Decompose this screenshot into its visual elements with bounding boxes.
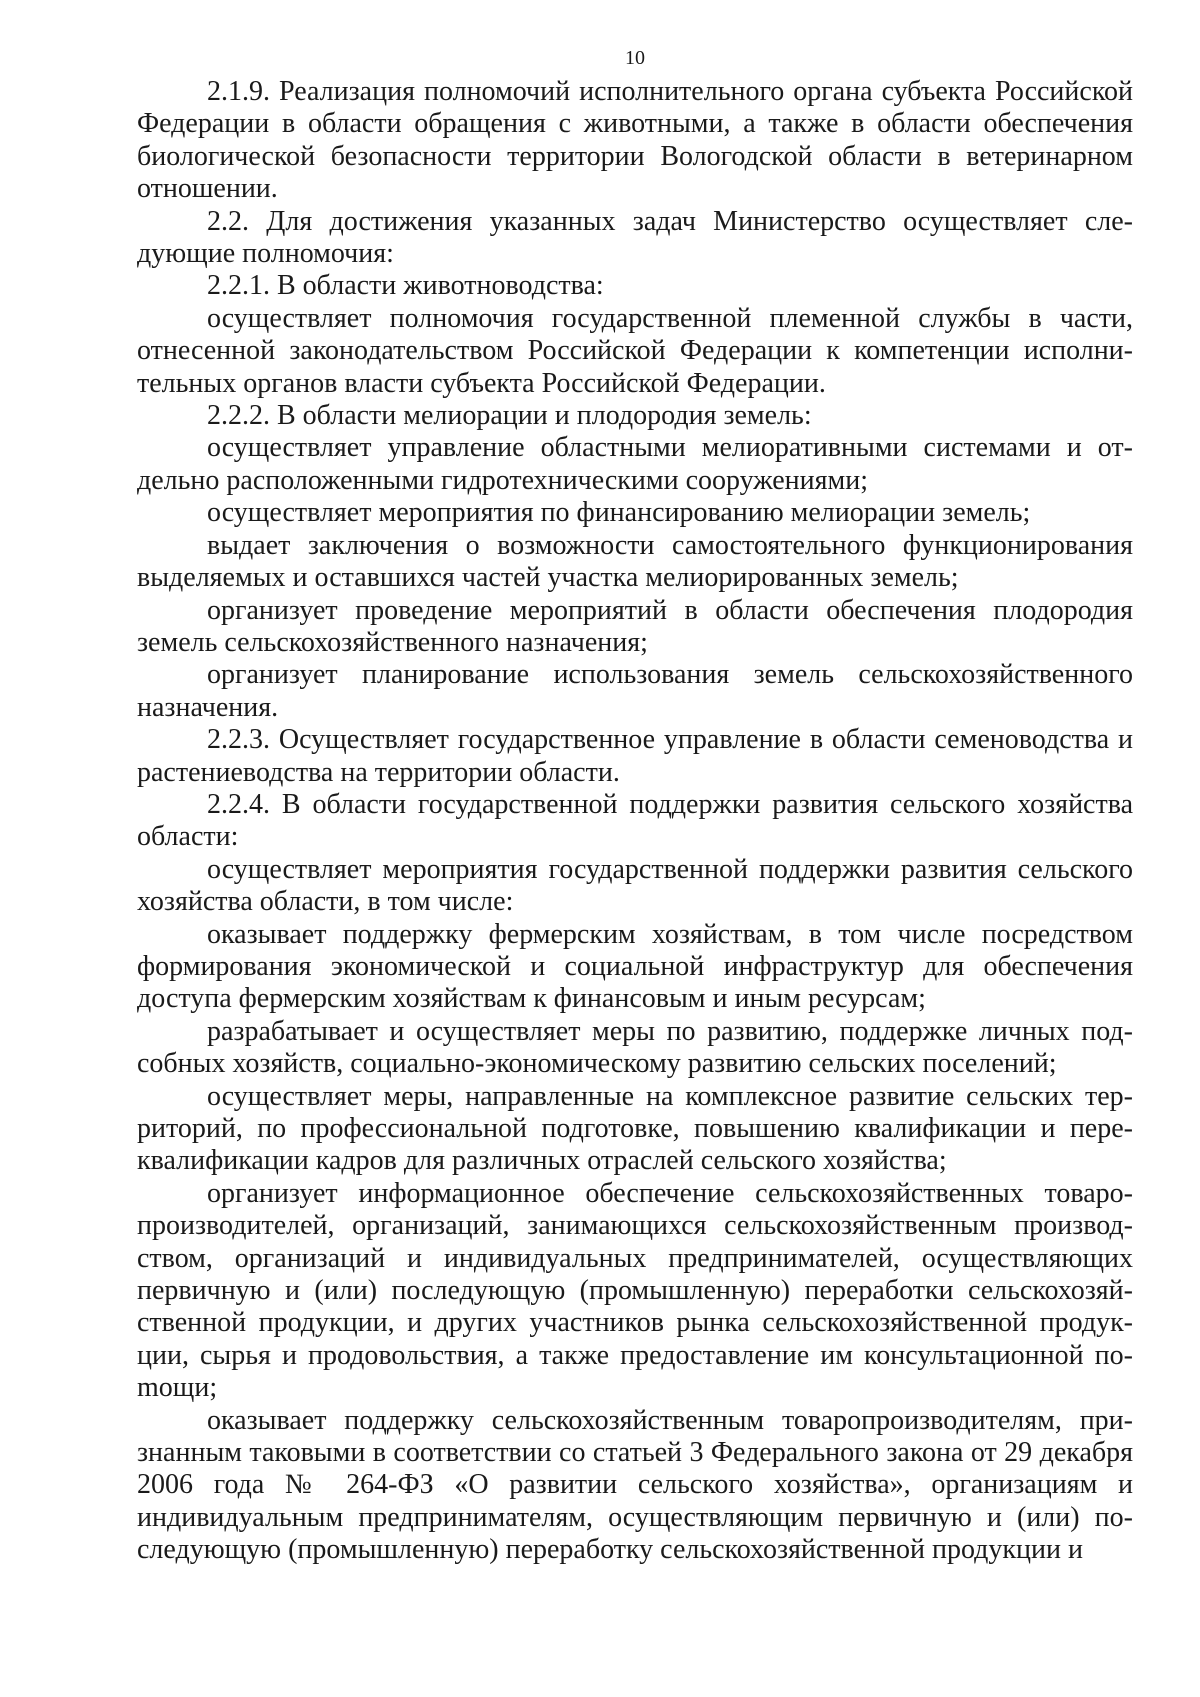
- paragraph-melioration-financing: осуществляет мероприятия по финансированию мелиорации земель;: [207, 497, 1031, 529]
- paragraph-breeding-service: осуществляет полномочия государственной племенной службы в части, отнесенной законодательством Российской Федерации к компетенции исполнительных органов власти субъекта Российской Федерации.: [137, 302, 1133, 399]
- paragraph-information-support: организует информационное обеспечение сельскохозяйственных товаропроизводителей, организаций, занимающихся сельскохозяйственным производством, организаций и индивидуальных предпринимателей, осуществляющих первичную и (или) последующую (промышленную) переработки сельскохозяйственной продукции, и других участников рынка сельскохозяйственной продукции, сырья и продовольствия, а также предоставление им консультационной поmощи;: [137, 1177, 1133, 1404]
- paragraph-2-2-1: 2.2.1. В области животноводства:: [207, 270, 604, 302]
- paragraph-conclusions: выдает заключения о возможности самостоятельного функционирования выделяемых и оставшихся частей участка мелиорированных земель;: [137, 529, 1133, 594]
- paragraph-farm-support: оказывает поддержку фермерским хозяйствам, в том числе посредством формирования экономической и социальной инфраструктур для обеспечения доступа фермерским хозяйствам к финансовым и иным ресурсам;: [137, 918, 1133, 1015]
- paragraph-rural-development: осуществляет меры, направленные на комплексное развитие сельских территорий, по профессиональной подготовке, повышению квалификации и переквалификации кадров для различных отраслей сельского хозяйства;: [137, 1080, 1133, 1177]
- paragraph-melioration-management: осуществляет управление областными мелиоративными системами и отдельно расположенными гидротехническими сооружениями;: [137, 432, 1133, 496]
- paragraph-soil-fertility: организует проведение мероприятий в области обеспечения плодородия земель сельскохозяйственного назначения;: [137, 594, 1133, 658]
- paragraph-2-2-4: 2.2.4. В области государственной поддержки развития сельского хозяйства области:: [137, 788, 1133, 853]
- document-body: [137, 76, 1133, 1567]
- paragraph-land-planning: организует планирование использования земель сельскохозяйственного назначения.: [137, 659, 1133, 723]
- paragraph-producer-support: оказывает поддержку сельскохозяйственным товаропроизводителям, признанным таковыми в соответствии со статьей 3 Федерального закона от 29 декабря 2006 года № 264-ФЗ «О развитии сельского хозяйства», организациям и индивидуальным предпринимателям, осуществляющим первичную и (или) последующую (промышленную) переработку сельскохозяйственной продукции и: [137, 1404, 1133, 1566]
- paragraph-2-1-9: 2.1.9. Реализация полномочий исполнительного органа субъекта Российской Федерации в области обращения с животными, а также в области обеспечения биологической безопасности территории Вологодской области в ветеринарном отношении.: [137, 76, 1133, 205]
- paragraph-state-support: осуществляет мероприятия государственной поддержки развития сельского хозяйства области, в том числе:: [137, 853, 1133, 918]
- page-number: 10: [625, 47, 645, 69]
- paragraph-2-2-2: 2.2.2. В области мелиорации и плодородия земель:: [207, 400, 812, 432]
- paragraph-household-development: разрабатывает и осуществляет меры по развитию, поддержке личных подсобных хозяйств, социально-экономическому развитию сельских поселений;: [137, 1015, 1133, 1080]
- paragraph-2-2: 2.2. Для достижения указанных задач Министерство осуществляет следующие полномочия:: [137, 205, 1133, 270]
- paragraph-2-2-3: 2.2.3. Осуществляет государственное управление в области семеноводства и растениеводства на территории области.: [137, 724, 1133, 788]
